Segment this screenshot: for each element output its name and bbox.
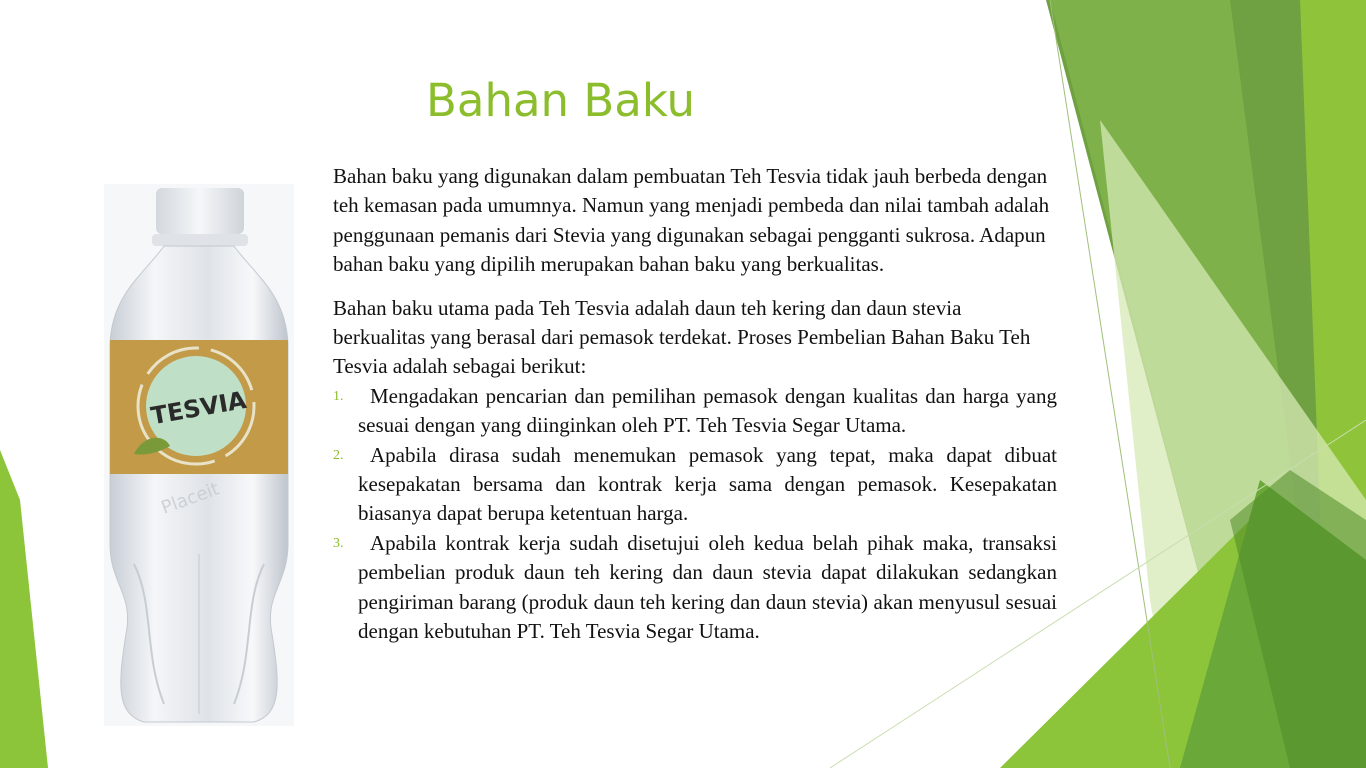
bottle-neck-ring — [152, 234, 248, 246]
list-number: 2. — [333, 447, 344, 463]
facet-left — [0, 450, 48, 768]
list-item — [333, 441, 1057, 529]
list-number: 1. — [333, 388, 344, 404]
paragraph-intro: Bahan baku yang digunakan dalam pembuatan Teh Tesvia tidak jauh berbeda dengan teh kemasan pada umumnya. Namun yang menjadi pembeda dan nilai tambah adalah penggunaan pemanis dari Stevia yang digunakan sebagai pengganti sukrosa. Adapun bahan baku yang dipilih merupakan bahan baku yang berkualitas. — [333, 164, 1050, 277]
list-item — [333, 529, 1057, 647]
list-item-text: Mengadakan pencarian dan pemilihan pemasok dengan kualitas dan harga yang sesuai dengan yang diinginkan oleh PT. Teh Tesvia Segar Utama. — [358, 383, 1057, 438]
purchase-steps-list — [333, 382, 1057, 647]
list-item — [333, 382, 1057, 441]
content-text — [333, 162, 1057, 647]
slide-title: Bahan Baku — [426, 74, 696, 127]
bottle-cap — [156, 188, 244, 234]
watermark-text: Placeit — [158, 478, 223, 519]
bottle-illustration — [104, 184, 294, 726]
paragraph-main-materials: Bahan baku utama pada Teh Tesvia adalah daun teh kering dan daun stevia berkualitas yang berasal dari pemasok terdekat. Proses Pembelian Bahan Baku Teh Tesvia adalah sebagai berikut: — [333, 295, 1031, 379]
label-brand: TESVIA — [148, 385, 249, 431]
product-image — [104, 184, 294, 726]
list-item-text: Apabila kontrak kerja sudah disetujui oleh kedua belah pihak maka, transaksi pembelian produk daun teh kering dan daun stevia dapat dilakukan sedangkan pengiriman barang (produk daun teh kering dan daun stevia) akan menyusul sesuai dengan kebutuhan PT. Teh Tesvia Segar Utama. — [358, 530, 1057, 644]
list-item-text: Apabila dirasa sudah menemukan pemasok yang tepat, maka dapat dibuat kesepakatan bersama dan kontrak kerja sama dengan pemasok. Kesepakatan biasanya dapat berupa ketentuan harga. — [358, 442, 1057, 526]
list-number: 3. — [333, 535, 344, 551]
